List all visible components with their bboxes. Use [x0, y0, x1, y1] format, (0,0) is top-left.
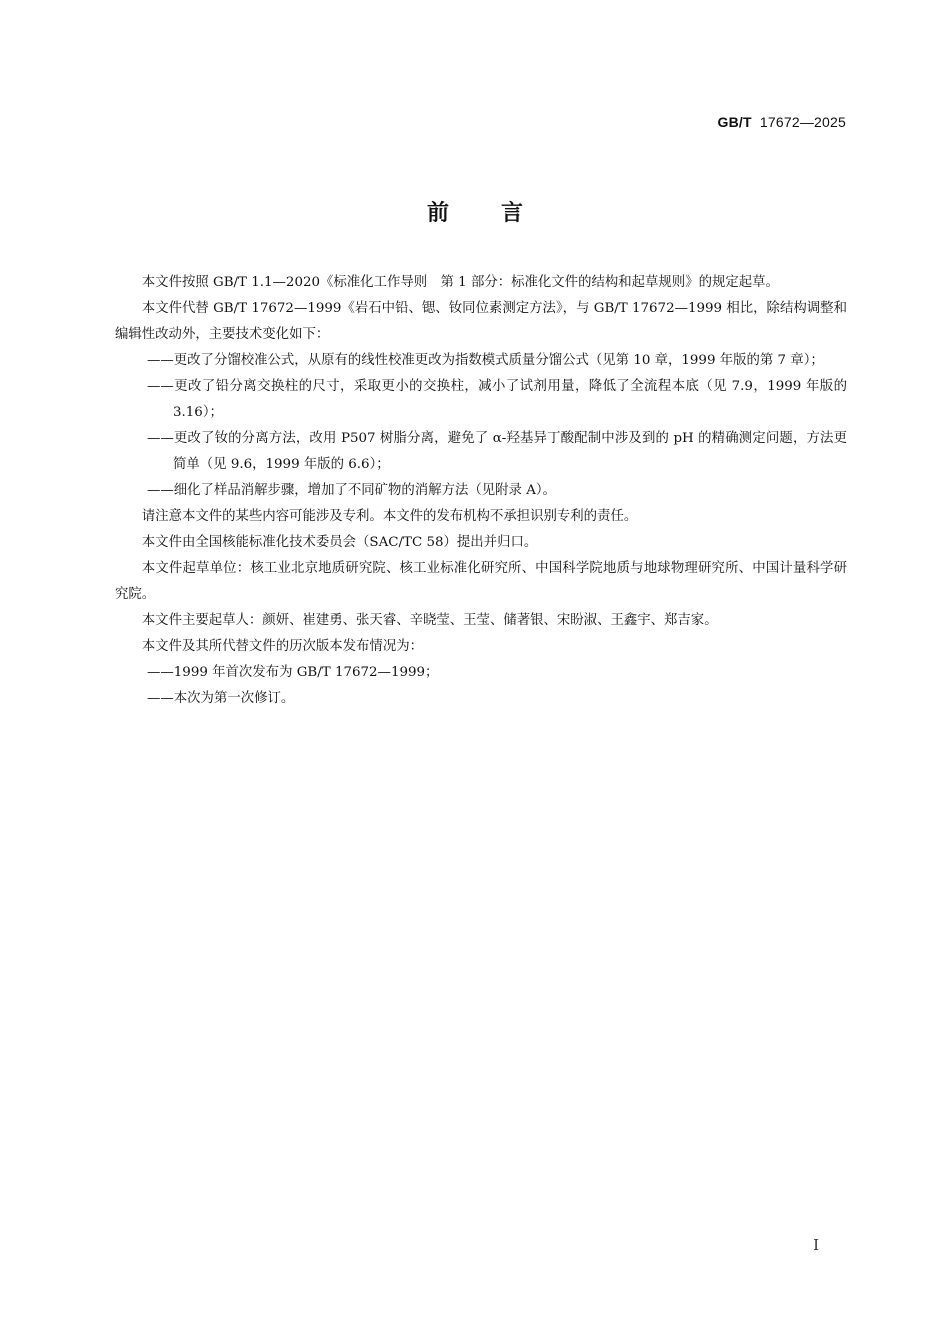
paragraph-proposer: 本文件由全国核能标准化技术委员会（SAC/TC 58）提出并归口。 — [141, 535, 538, 550]
standard-code — [717, 114, 846, 130]
change-item-3: ——更改了钕的分离方法，改用 P507 树脂分离，避免了 α-羟基异丁酸配制中涉及到的 pH 的精确测定问题，方法更简单（见 9.6，1999 年版的 6.6）； — [147, 431, 847, 472]
change-item-1: ——更改了分馏校准公式，从原有的线性校准更改为指数模式质量分馏公式（见第 10 章，1999 年版的第 7 章）； — [147, 353, 824, 368]
foreword-body — [115, 270, 847, 712]
paragraph-drafting-rules: 本文件按照 GB/T 1.1—2020《标准化工作导则 第 1 部分：标准化文件的结构和起草规则》的规定起草。 — [141, 275, 779, 290]
paragraph-drafters: 本文件主要起草人：颜妍、崔建勇、张天睿、辛晓莹、王莹、储著银、宋盼淑、王鑫宇、郑吉家。 — [141, 613, 718, 628]
page-number: I — [813, 1236, 819, 1254]
change-item-4: ——细化了样品消解步骤，增加了不同矿物的消解方法（见附录 A）。 — [147, 483, 556, 498]
standard-prefix: GB/T — [717, 114, 752, 130]
change-item-2: ——更改了铅分离交换柱的尺寸，采取更小的交换柱，减小了试剂用量，降低了全流程本底（见 7.9，1999 年版的 3.16）； — [147, 379, 847, 420]
paragraph-replacement: 本文件代替 GB/T 17672—1999《岩石中铅、锶、钕同位素测定方法》，与 GB/T 17672—1999 相比，除结构调整和编辑性改动外，主要技术变化如下： — [115, 301, 847, 342]
paragraph-drafting-units: 本文件起草单位：核工业北京地质研究院、核工业标准化研究所、中国科学院地质与地球物理研究所、中国计量科学研究院。 — [115, 561, 847, 602]
paragraph-history-intro: 本文件及其所代替文件的历次版本发布情况为： — [141, 639, 423, 654]
standard-number: 17672—2025 — [759, 114, 846, 130]
paragraph-patent-notice: 请注意本文件的某些内容可能涉及专利。本文件的发布机构不承担识别专利的责任。 — [141, 509, 638, 524]
history-item-1: ——1999 年首次发布为 GB/T 17672—1999； — [147, 665, 439, 680]
history-item-2: ——本次为第一次修订。 — [147, 691, 295, 706]
page-title: 前言 — [426, 201, 575, 226]
